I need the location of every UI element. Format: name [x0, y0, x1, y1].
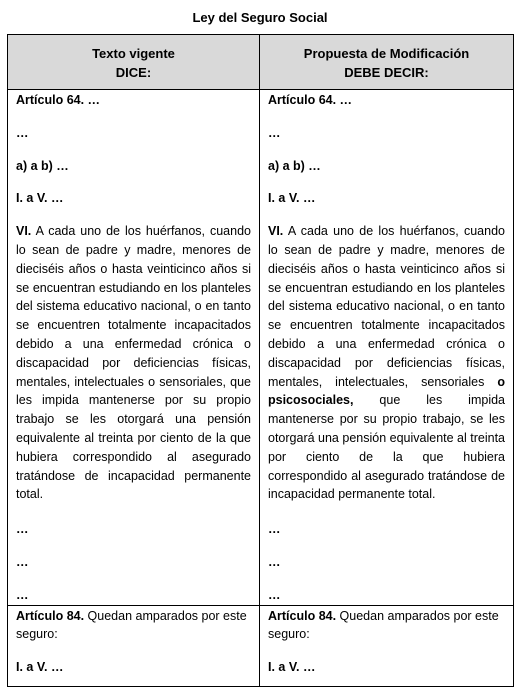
header-proposed-title: Propuesta de Modificación: [303, 46, 470, 61]
header-current-subtitle: DICE:: [115, 65, 152, 80]
ellipsis-line: …: [268, 587, 281, 602]
ellipsis-line: …: [268, 554, 281, 569]
article-64-heading: [268, 91, 505, 110]
table-header-row: [8, 35, 514, 90]
cell-current-article-64: [8, 90, 260, 606]
ellipsis-line: …: [268, 522, 281, 537]
fraction-vi-body-end: que les impida mantenerse por su propio trabajo, se les otorgará una pensión equivalente al treinta por ciento de la que hubiera correspondido al asegurado tratándose de incapacidad permanente total.: [268, 393, 505, 502]
article-84-text: [16, 607, 251, 645]
fraction-vi-text: [268, 222, 505, 504]
ellipsis-line: …: [16, 125, 29, 140]
header-current-text: [8, 35, 260, 90]
cell-proposed-article-64: [260, 90, 514, 606]
fraction-vi-added-text: o psicosociales,: [268, 374, 505, 408]
cell-current-article-84: [8, 605, 260, 686]
item-i-v: I. a V. …: [268, 191, 316, 206]
comparison-table: [7, 34, 514, 687]
article-84-body: Quedan amparados por este seguro:: [268, 608, 499, 642]
ellipsis-line: …: [16, 587, 29, 602]
header-proposed-text: [260, 35, 514, 90]
fraction-vi-label: VI.: [268, 224, 284, 239]
header-current-title: Texto vigente: [92, 46, 175, 61]
article-64-label: Artículo 64.: [16, 93, 85, 107]
item-a-b: a) a b) …: [268, 158, 321, 173]
table-row: [8, 90, 514, 606]
ellipsis-line: …: [268, 125, 281, 140]
article-84-label: Artículo 84.: [268, 608, 337, 623]
ellipsis-line: …: [16, 554, 29, 569]
article-84-text: [268, 607, 505, 645]
cell-proposed-article-84: [260, 605, 514, 686]
article-64-label: Artículo 64.: [268, 93, 337, 107]
header-proposed-subtitle: DEBE DECIR:: [344, 65, 429, 80]
article-64-ellipsis: …: [336, 93, 353, 107]
fraction-vi-label: VI.: [16, 224, 32, 239]
article-64-heading: [16, 91, 251, 110]
article-84-body: Quedan amparados por este seguro:: [16, 608, 247, 642]
item-i-v: I. a V. …: [16, 191, 64, 206]
document-title: Ley del Seguro Social: [192, 10, 328, 25]
ellipsis-line: …: [16, 522, 29, 537]
fraction-vi-text: [16, 222, 251, 504]
fraction-vi-body: A cada uno de los huérfanos, cuando lo sean de padre y madre, menores de dieciséis años o hasta veinticinco años si se encuentran estudiando en los planteles del sistema educativo nacional, o en tanto se encuentren totalmente incapacitados debido a una enfermedad crónica o discapacidad por deficiencias físicas, mentales, intelectuales o sensoriales, que les impida mantenerse por su propio trabajo se les otorgará una pensión equivalente al treinta por ciento de la que hubiera correspondido al asegurado tratándose de incapacidad permanente total.: [16, 224, 251, 502]
article-84-label: Artículo 84.: [16, 608, 85, 623]
item-a-b: a) a b) …: [16, 158, 69, 173]
fraction-vi-body-start: A cada uno de los huérfanos, cuando lo sean de padre y madre, menores de dieciséis años o hasta veinticinco años si se encuentran estudiando en los planteles del sistema educativo nacional, o en tanto se encuentren totalmente incapacitados debido a una enfermedad crónica o discapacidad por deficiencias físicas, mentales, intelectuales, sensoriales: [268, 224, 505, 389]
item-i-v: I. a V. …: [268, 660, 316, 675]
item-i-v: I. a V. …: [16, 660, 64, 675]
table-row: [8, 605, 514, 686]
article-64-ellipsis: …: [84, 93, 101, 107]
